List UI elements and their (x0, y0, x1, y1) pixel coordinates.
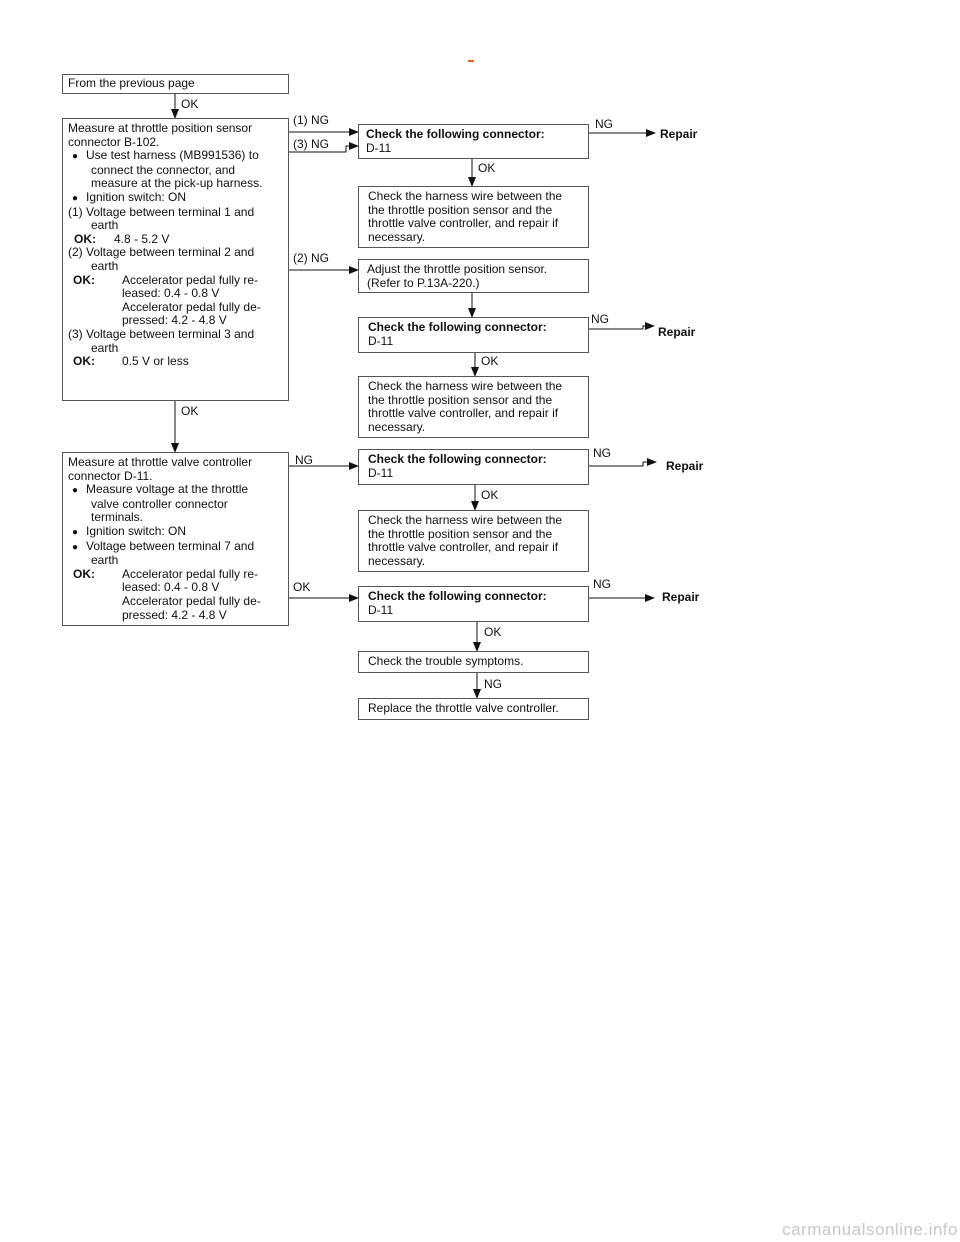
tps-v2-a: Accelerator pedal fully re- (122, 272, 259, 287)
connector-check-3-title: Check the following connector: (368, 452, 547, 466)
bullet-icon: ● (72, 151, 79, 163)
harness-2-l3: throttle valve controller, and repair if (368, 406, 559, 421)
label-ok-conn1: OK (478, 161, 496, 175)
label-ng-conn3: NG (593, 446, 611, 460)
tps-bullet-1-l3: measure at the pick-up harness. (91, 176, 263, 191)
replace-controller-box (358, 698, 589, 720)
label-ng-conn1: NG (595, 117, 613, 131)
tvc-measure-box (62, 452, 289, 626)
tvc-ok: OK: (73, 566, 95, 581)
label-ng-tvc: NG (295, 453, 313, 467)
tvc-d: pressed: 4.2 - 4.8 V (122, 607, 227, 622)
harness-3-l3: throttle valve controller, and repair if (368, 540, 559, 555)
tps-v2-l1: (2) Voltage between terminal 2 and (68, 245, 255, 260)
replace-controller-text: Replace the throttle valve controller. (368, 701, 559, 715)
label-ok-tps: OK (181, 404, 199, 418)
tvc-title-2: connector D-11. (68, 468, 153, 483)
harness-check-box-1 (358, 186, 589, 248)
harness-1-l1: Check the harness wire between the (368, 189, 563, 203)
previous-page-text: From the previous page (68, 76, 195, 90)
label-ok-prev: OK (181, 97, 199, 111)
tps-title-1: Measure at throttle position sensor (68, 121, 253, 135)
bullet-icon: ● (72, 541, 79, 553)
line-conn2-ng (589, 326, 654, 329)
label-ok-conn3: OK (481, 488, 499, 502)
trouble-symptoms-text: Check the trouble symptoms. (368, 654, 524, 668)
previous-page-box (62, 74, 289, 94)
tps-measure-box (62, 118, 289, 401)
connector-check-box-2 (358, 317, 589, 353)
tps-bullet-2: Ignition switch: ON (86, 189, 187, 204)
tps-bullet-1-l2: connect the connector, and (91, 162, 236, 177)
tps-v2-ok: OK: (73, 272, 95, 287)
adjust-l2: (Refer to P.13A-220.) (367, 275, 480, 290)
label-ng-1: (1) NG (293, 113, 329, 127)
tvc-a: Accelerator pedal fully re- (122, 566, 259, 581)
adjust-l1: Adjust the throttle position sensor. (367, 262, 548, 276)
bullet-icon: ● (72, 485, 79, 497)
label-ng-2: (2) NG (293, 251, 329, 265)
tvc-bullet-1-l3: terminals. (91, 510, 144, 525)
tvc-c: Accelerator pedal fully de- (122, 593, 261, 608)
adjust-sensor-box (358, 259, 589, 293)
tps-title-2: connector B-102. (68, 134, 160, 149)
harness-2-l2: the throttle position sensor and the (368, 392, 553, 407)
tps-v3-l1: (3) Voltage between terminal 3 and (68, 326, 255, 341)
tps-v2-b: leased: 0.4 - 0.8 V (122, 286, 220, 301)
repair-text-2: Repair (658, 325, 696, 339)
tvc-bullet-1-l1: Measure voltage at the throttle (86, 482, 249, 497)
connector-check-1-id: D-11 (366, 140, 392, 155)
connector-check-2-title: Check the following connector: (368, 320, 547, 334)
label-ng-trouble: NG (484, 677, 502, 691)
bullet-icon: ● (72, 526, 79, 538)
tps-v3-ok: OK: (73, 354, 95, 369)
harness-2-l4: necessary. (368, 419, 426, 434)
connector-check-2-id: D-11 (368, 333, 394, 348)
tvc-bullet-1-l2: valve controller connector (91, 496, 228, 511)
footer-watermark: carmanualsonline.info (782, 1220, 958, 1239)
harness-3-l4: necessary. (368, 553, 426, 568)
harness-2-l1: Check the harness wire between the (368, 379, 563, 393)
line-conn3-ng (589, 462, 656, 466)
connector-check-box-3 (358, 449, 589, 485)
repair-text-4: Repair (662, 590, 700, 604)
tps-v3-value: 0.5 V or less (122, 354, 189, 369)
tvc-bullet-3-l2: earth (91, 553, 119, 568)
harness-3-l1: Check the harness wire between the (368, 513, 563, 527)
harness-1-l3: throttle valve controller, and repair if (368, 216, 559, 231)
harness-check-box-2 (358, 376, 589, 438)
connector-check-box-1 (358, 124, 589, 159)
bullet-icon: ● (72, 192, 79, 204)
tps-v2-d: pressed: 4.2 - 4.8 V (122, 313, 227, 328)
tvc-bullet-2: Ignition switch: ON (86, 523, 187, 538)
connector-check-4-id: D-11 (368, 602, 394, 617)
harness-check-box-3 (358, 510, 589, 572)
label-ok-conn4: OK (484, 625, 502, 639)
connector-check-box-4 (358, 586, 589, 622)
tps-v1-value: 4.8 - 5.2 V (114, 231, 170, 246)
connector-check-1-title: Check the following connector: (366, 127, 545, 141)
label-ng-conn4: NG (593, 577, 611, 591)
tps-bullet-1-l1: Use test harness (MB991536) to (86, 148, 259, 163)
repair-text-1: Repair (660, 127, 698, 141)
tps-v1-ok: OK: (74, 231, 96, 246)
connector-check-4-title: Check the following connector: (368, 589, 547, 603)
tps-v2-l2: earth (91, 258, 119, 273)
label-ok-conn2: OK (481, 354, 499, 368)
repair-text-3: Repair (666, 459, 704, 473)
trouble-symptoms-box (358, 651, 589, 673)
harness-3-l2: the throttle position sensor and the (368, 526, 553, 541)
harness-1-l4: necessary. (368, 229, 426, 244)
label-ng-3: (3) NG (293, 137, 329, 151)
connector-check-3-id: D-11 (368, 465, 394, 480)
tps-v1-l1: (1) Voltage between terminal 1 and (68, 204, 255, 219)
tps-v2-c: Accelerator pedal fully de- (122, 299, 261, 314)
label-ok-tvc: OK (293, 580, 311, 594)
tvc-bullet-3-l1: Voltage between terminal 7 and (86, 538, 255, 553)
tvc-b: leased: 0.4 - 0.8 V (122, 580, 220, 595)
tps-v1-l2: earth (91, 218, 119, 233)
label-ng-conn2: NG (591, 312, 609, 326)
tvc-title-1: Measure at throttle valve controller (68, 455, 253, 469)
tps-v3-l2: earth (91, 340, 119, 355)
harness-1-l2: the throttle position sensor and the (368, 202, 553, 217)
